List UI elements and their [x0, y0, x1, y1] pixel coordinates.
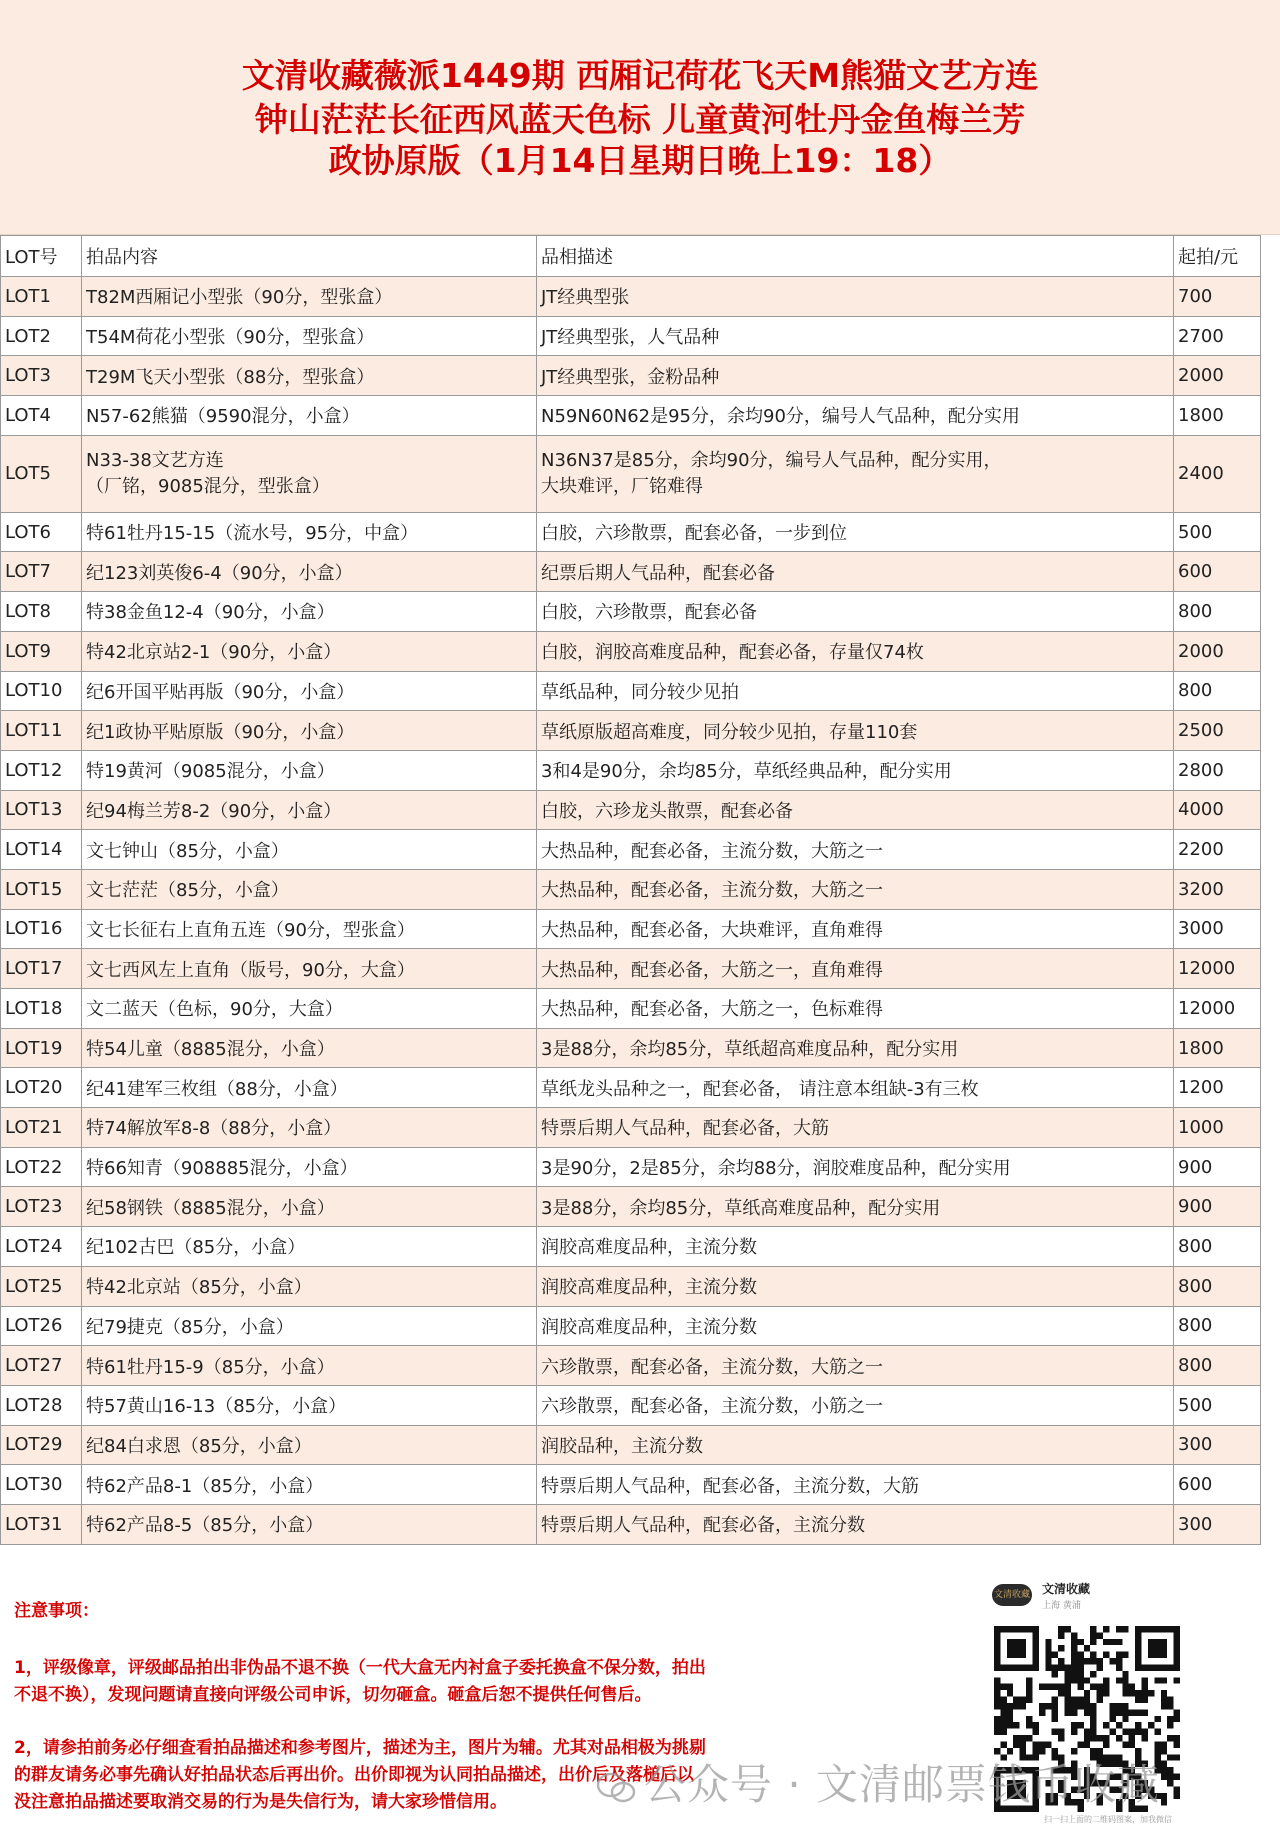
price-cell: 12000	[1174, 949, 1261, 989]
lot-cell: LOT25	[1, 1266, 82, 1306]
price-cell: 800	[1174, 671, 1261, 711]
watermark-text: 公众号 · 文清邮票钱币收藏	[644, 1760, 1161, 1809]
item-cell: 纪79捷克（85分，小盒）	[82, 1306, 537, 1346]
lot-cell: LOT1	[1, 277, 82, 317]
table-row	[1, 552, 1261, 592]
description-cell: 白胶，六珍散票，配套必备，一步到位	[537, 512, 1174, 552]
qr-caption: 扫一扫上面的二维码图案，加我微信	[1044, 1815, 1172, 1824]
notice-paragraph-1	[14, 1655, 834, 1709]
description-cell: 草纸品种，同分较少见拍	[537, 671, 1174, 711]
price-cell: 2800	[1174, 750, 1261, 790]
description-cell: 特票后期人气品种，配套必备，大筋	[537, 1108, 1174, 1148]
lot-cell: LOT29	[1, 1425, 82, 1465]
item-cell: 特61牡丹15-9（85分，小盒）	[82, 1346, 537, 1386]
table-row	[1, 277, 1261, 317]
table-row	[1, 316, 1261, 356]
item-cell: 特74解放军8-8（88分，小盒）	[82, 1108, 537, 1148]
description-cell: N59N60N62是95分，余均90分，编号人气品种，配分实用	[537, 396, 1174, 436]
price-cell: 800	[1174, 1306, 1261, 1346]
price-cell: 700	[1174, 277, 1261, 317]
item-cell: 纪6开国平贴再版（90分，小盒）	[82, 671, 537, 711]
table-row	[1, 989, 1261, 1029]
lot-cell: LOT2	[1, 316, 82, 356]
description-cell: 3和4是90分，余均85分，草纸经典品种，配分实用	[537, 750, 1174, 790]
wechat-icon	[596, 1771, 636, 1805]
description-cell: 大热品种，配套必备，大块难评，直角难得	[537, 909, 1174, 949]
cell-line: N36N37是85分，余均90分，编号人气品种，配分实用，	[541, 449, 1002, 471]
price-cell: 900	[1174, 1147, 1261, 1187]
item-cell: 纪94梅兰芳8-2（90分，小盒）	[82, 790, 537, 830]
lot-cell: LOT3	[1, 356, 82, 396]
table-row	[1, 435, 1261, 512]
price-cell: 2500	[1174, 711, 1261, 751]
price-cell: 900	[1174, 1187, 1261, 1227]
price-cell: 3000	[1174, 909, 1261, 949]
header-desc: 品相描述	[537, 236, 1174, 277]
lot-cell: LOT21	[1, 1108, 82, 1148]
lot-cell: LOT5	[1, 435, 82, 512]
price-cell: 2000	[1174, 356, 1261, 396]
lot-cell: LOT4	[1, 396, 82, 436]
description-cell: 3是88分，余均85分，草纸超高难度品种，配分实用	[537, 1028, 1174, 1068]
item-cell: T54M荷花小型张（90分，型张盒）	[82, 316, 537, 356]
description-cell: 3是90分，2是85分，余均88分，润胶难度品种，配分实用	[537, 1147, 1174, 1187]
price-cell: 12000	[1174, 989, 1261, 1029]
item-cell: 文七钟山（85分，小盒）	[82, 830, 537, 870]
lot-cell: LOT10	[1, 671, 82, 711]
header-lot: LOT号	[1, 236, 82, 277]
header-price: 起拍/元	[1174, 236, 1261, 277]
description-cell: 纪票后期人气品种，配套必备	[537, 552, 1174, 592]
description-cell: JT经典型张，人气品种	[537, 316, 1174, 356]
lot-cell: LOT18	[1, 989, 82, 1029]
table-row	[1, 356, 1261, 396]
lot-cell: LOT17	[1, 949, 82, 989]
item-cell	[82, 435, 537, 512]
description-cell: 特票后期人气品种，配套必备，主流分数	[537, 1504, 1174, 1544]
table-row	[1, 1425, 1261, 1465]
table-row	[1, 949, 1261, 989]
lot-cell: LOT24	[1, 1227, 82, 1267]
cell-line: （厂铭，9085混分，型张盒）	[86, 475, 330, 497]
item-cell: 文七长征右上直角五连（90分，型张盒）	[82, 909, 537, 949]
item-cell: 特42北京站（85分，小盒）	[82, 1266, 537, 1306]
title-line-1: 文清收藏薇派1449期 西厢记荷花飞天M熊猫文艺方连	[241, 56, 1039, 95]
lot-cell: LOT9	[1, 631, 82, 671]
price-cell: 1800	[1174, 396, 1261, 436]
table-row	[1, 396, 1261, 436]
price-cell: 300	[1174, 1504, 1261, 1544]
price-cell: 2400	[1174, 435, 1261, 512]
description-cell: JT经典型张，金粉品种	[537, 356, 1174, 396]
lot-cell: LOT19	[1, 1028, 82, 1068]
description-cell	[537, 435, 1174, 512]
lot-cell: LOT16	[1, 909, 82, 949]
price-cell: 2700	[1174, 316, 1261, 356]
price-cell: 2000	[1174, 631, 1261, 671]
price-cell: 500	[1174, 512, 1261, 552]
table-row	[1, 1108, 1261, 1148]
price-cell: 800	[1174, 1266, 1261, 1306]
description-cell: 润胶高难度品种，主流分数	[537, 1306, 1174, 1346]
price-cell: 4000	[1174, 790, 1261, 830]
table-row	[1, 1266, 1261, 1306]
item-cell: 特42北京站2-1（90分，小盒）	[82, 631, 537, 671]
description-cell: 润胶高难度品种，主流分数	[537, 1227, 1174, 1267]
lot-table	[0, 235, 1261, 1545]
price-cell: 1200	[1174, 1068, 1261, 1108]
table-row	[1, 671, 1261, 711]
lot-cell: LOT22	[1, 1147, 82, 1187]
table-row	[1, 711, 1261, 751]
lot-cell: LOT11	[1, 711, 82, 751]
description-cell: 白胶，六珍散票，配套必备	[537, 592, 1174, 632]
item-cell: 特38金鱼12-4（90分，小盒）	[82, 592, 537, 632]
lot-cell: LOT13	[1, 790, 82, 830]
item-cell: T29M飞天小型张（88分，型张盒）	[82, 356, 537, 396]
description-cell: 3是88分，余均85分，草纸高难度品种，配分实用	[537, 1187, 1174, 1227]
lot-cell: LOT7	[1, 552, 82, 592]
item-cell: 特54儿童（8885混分，小盒）	[82, 1028, 537, 1068]
item-cell: 特62产品8-5（85分，小盒）	[82, 1504, 537, 1544]
table-row	[1, 909, 1261, 949]
description-cell: 草纸龙头品种之一，配套必备， 请注意本组缺-3有三枚	[537, 1068, 1174, 1108]
table-row	[1, 1187, 1261, 1227]
item-cell: 特19黄河（9085混分，小盒）	[82, 750, 537, 790]
table-row	[1, 1227, 1261, 1267]
description-cell: 大热品种，配套必备，大筋之一，直角难得	[537, 949, 1174, 989]
table-row	[1, 1147, 1261, 1187]
table-row	[1, 790, 1261, 830]
header-item: 拍品内容	[82, 236, 537, 277]
description-cell: 大热品种，配套必备，主流分数，大筋之一	[537, 869, 1174, 909]
table-row	[1, 1504, 1261, 1544]
item-cell: N57-62熊猫（9590混分，小盒）	[82, 396, 537, 436]
table-row	[1, 512, 1261, 552]
watermark	[596, 1752, 1160, 1812]
description-cell: 大热品种，配套必备，主流分数，大筋之一	[537, 830, 1174, 870]
price-cell: 800	[1174, 592, 1261, 632]
description-cell: 大热品种，配套必备，大筋之一，色标难得	[537, 989, 1174, 1029]
price-cell: 3200	[1174, 869, 1261, 909]
brand-name: 文清收藏	[1042, 1582, 1091, 1596]
description-cell: 润胶品种，主流分数	[537, 1425, 1174, 1465]
notice-line: 1，评级像章，评级邮品拍出非伪品不退不换（一代大盒无内衬盒子委托换盒不保分数，拍出	[14, 1658, 706, 1678]
notice-line: 没注意拍品描述要取消交易的行为是失信行为，请大家珍惜信用。	[14, 1792, 507, 1812]
price-cell: 600	[1174, 1465, 1261, 1505]
lot-cell: LOT14	[1, 830, 82, 870]
item-cell: 纪84白求恩（85分，小盒）	[82, 1425, 537, 1465]
item-cell: 纪41建军三枚组（88分，小盒）	[82, 1068, 537, 1108]
item-cell: T82M西厢记小型张（90分，型张盒）	[82, 277, 537, 317]
lot-cell: LOT31	[1, 1504, 82, 1544]
lot-cell: LOT6	[1, 512, 82, 552]
price-cell: 300	[1174, 1425, 1261, 1465]
item-cell: 特61牡丹15-15（流水号，95分，中盒）	[82, 512, 537, 552]
lot-cell: LOT23	[1, 1187, 82, 1227]
price-cell: 600	[1174, 552, 1261, 592]
lot-cell: LOT30	[1, 1465, 82, 1505]
cell-line: 大块难评，厂铭难得	[541, 475, 703, 497]
title-line-2: 钟山茫茫长征西风蓝天色标 儿童黄河牡丹金鱼梅兰芳	[254, 100, 1026, 139]
item-cell: 纪58钢铁（8885混分，小盒）	[82, 1187, 537, 1227]
lot-cell: LOT20	[1, 1068, 82, 1108]
item-cell: 纪102古巴（85分，小盒）	[82, 1227, 537, 1267]
item-cell: 特66知青（908885混分，小盒）	[82, 1147, 537, 1187]
item-cell: 特62产品8-1（85分，小盒）	[82, 1465, 537, 1505]
description-cell: 六珍散票，配套必备，主流分数，小筋之一	[537, 1385, 1174, 1425]
table-row	[1, 869, 1261, 909]
price-cell: 1800	[1174, 1028, 1261, 1068]
notice-line: 2，请参拍前务必仔细查看拍品描述和参考图片，描述为主，图片为辅。尤其对品相极为挑剔	[14, 1738, 706, 1758]
item-cell: 文七茫茫（85分，小盒）	[82, 869, 537, 909]
lot-cell: LOT15	[1, 869, 82, 909]
lot-table-body	[1, 277, 1261, 1545]
brand-location: 上海 黄浦	[1042, 1601, 1081, 1611]
notice-line: 的群友请务必事先确认好拍品状态后再出价。出价即视为认同拍品描述，出价后及落槌后以	[14, 1765, 694, 1785]
item-cell: 纪123刘英俊6-4（90分，小盒）	[82, 552, 537, 592]
brand-logo: 文清收藏	[992, 1584, 1032, 1606]
table-row	[1, 1465, 1261, 1505]
description-cell: 六珍散票，配套必备，主流分数，大筋之一	[537, 1346, 1174, 1386]
lot-cell: LOT28	[1, 1385, 82, 1425]
lot-cell: LOT27	[1, 1346, 82, 1386]
price-cell: 500	[1174, 1385, 1261, 1425]
price-cell: 800	[1174, 1346, 1261, 1386]
table-row	[1, 1346, 1261, 1386]
lot-cell: LOT26	[1, 1306, 82, 1346]
price-cell: 2200	[1174, 830, 1261, 870]
notice-title: 注意事项：	[14, 1601, 99, 1621]
description-cell: 草纸原版超高难度，同分较少见拍，存量110套	[537, 711, 1174, 751]
table-row	[1, 592, 1261, 632]
description-cell: 白胶，润胶高难度品种，配套必备，存量仅74枚	[537, 631, 1174, 671]
price-cell: 1000	[1174, 1108, 1261, 1148]
notice-line: 不退不换），发现问题请直接向评级公司申诉，切勿砸盒。砸盒后恕不提供任何售后。	[14, 1685, 652, 1705]
lot-cell: LOT8	[1, 592, 82, 632]
table-row	[1, 1068, 1261, 1108]
lot-cell: LOT12	[1, 750, 82, 790]
description-cell: 特票后期人气品种，配套必备，主流分数，大筋	[537, 1465, 1174, 1505]
item-cell: 文七西风左上直角（版号，90分，大盒）	[82, 949, 537, 989]
item-cell: 特57黄山16-13（85分，小盒）	[82, 1385, 537, 1425]
table-row	[1, 1385, 1261, 1425]
table-row	[1, 631, 1261, 671]
title-line-3: 政协原版（1月14日星期日晚上19：18）	[328, 141, 952, 180]
table-row	[1, 1306, 1261, 1346]
description-cell: 润胶高难度品种，主流分数	[537, 1266, 1174, 1306]
description-cell: 白胶，六珍龙头散票，配套必备	[537, 790, 1174, 830]
poster-header	[0, 0, 1280, 235]
price-cell: 800	[1174, 1227, 1261, 1267]
table-header-row	[1, 236, 1261, 277]
item-cell: 纪1政协平贴原版（90分，小盒）	[82, 711, 537, 751]
cell-line: N33-38文艺方连	[86, 449, 224, 471]
table-row	[1, 1028, 1261, 1068]
table-row	[1, 830, 1261, 870]
table-row	[1, 750, 1261, 790]
item-cell: 文二蓝天（色标，90分，大盒）	[82, 989, 537, 1029]
description-cell: JT经典型张	[537, 277, 1174, 317]
